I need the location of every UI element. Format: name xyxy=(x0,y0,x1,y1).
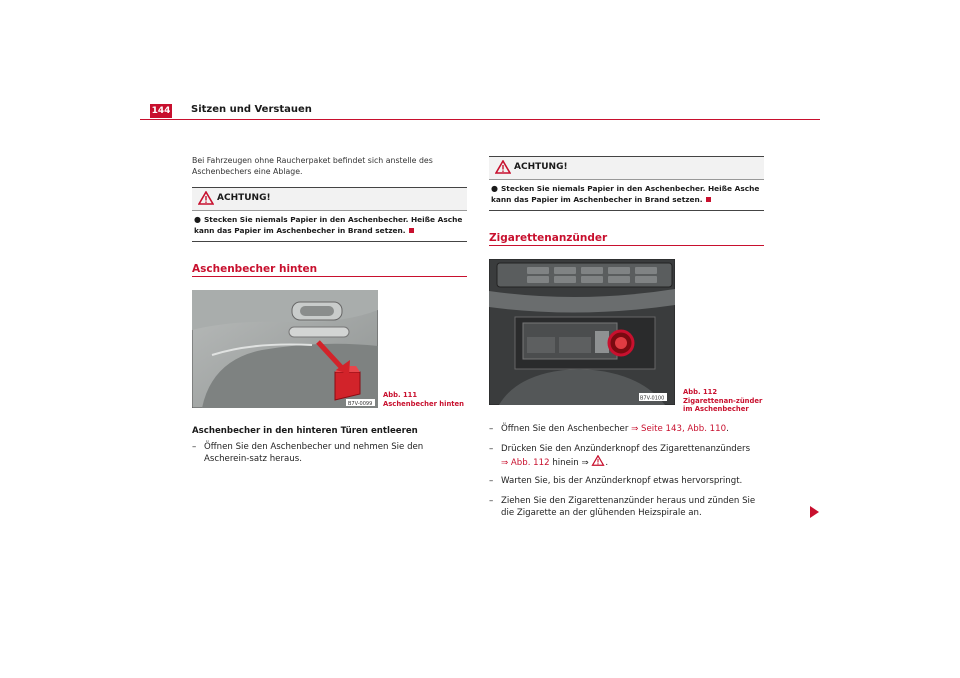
figure-code-112: B7V-0100 xyxy=(640,395,665,402)
page-number: 144 xyxy=(151,106,171,116)
step-dash: – xyxy=(489,424,494,434)
warning-triangle-icon xyxy=(198,191,214,205)
warning-box-right xyxy=(489,156,764,211)
door-panel-image xyxy=(192,290,378,408)
figure-ref-link[interactable]: ⇒ Abb. 112 xyxy=(501,458,550,468)
header-rule xyxy=(140,119,820,120)
figure-rear-ashtray xyxy=(192,290,378,408)
warning-label: ACHTUNG! xyxy=(514,162,568,172)
step-right-1 xyxy=(489,423,764,435)
figure-caption-112: Abb. 112 Zigarettenan-zünder im Aschenbecher xyxy=(683,388,763,413)
figure-caption-111: Abb. 111 Aschenbecher hinten xyxy=(383,391,464,408)
step-text: hinein ⇒ xyxy=(549,458,592,468)
step-text: Drücken Sie den Anzünderknopf des Zigarettenanzünders xyxy=(501,444,751,454)
warning-triangle-icon xyxy=(495,160,511,174)
step-text: Öffnen Sie den Aschenbecher und nehmen Sie den Ascherein-satz heraus. xyxy=(204,442,424,464)
header-title: Sitzen und Verstauen xyxy=(191,104,312,115)
page-ref-link[interactable]: ⇒ Seite 143, Abb. 110 xyxy=(631,424,727,434)
step-left-1 xyxy=(192,441,467,465)
section-rule xyxy=(489,245,764,246)
warning-text: Stecken Sie niemals Papier in den Aschenbecher. Heiße Asche kann das Papier im Aschenbecher in Brand setzen. xyxy=(194,215,463,235)
intro-text: Bei Fahrzeugen ohne Raucherpaket befindet sich anstelle des Aschenbechers eine Ablage. xyxy=(192,156,433,176)
step-text: Ziehen Sie den Zigarettenanzünder heraus und zünden Sie die Zigarette an der glühenden Heizspirale an. xyxy=(501,496,756,518)
figure-code-111: B7V-0099 xyxy=(348,401,373,407)
subheading-empty-rear: Aschenbecher in den hinteren Türen entleeren xyxy=(192,426,418,436)
step-right-4 xyxy=(489,495,764,519)
warning-header xyxy=(489,157,764,180)
step-text: Öffnen Sie den Aschenbecher xyxy=(501,424,632,434)
bullet: ● xyxy=(194,215,201,224)
step-text: Warten Sie, bis der Anzünderknopf etwas hervorspringt. xyxy=(501,476,743,486)
warning-header xyxy=(192,188,467,211)
warning-text: Stecken Sie niemals Papier in den Aschenbecher. Heiße Asche kann das Papier im Aschenbecher in Brand setzen. xyxy=(491,184,760,204)
step-dash: – xyxy=(489,476,494,486)
warning-body xyxy=(192,211,467,241)
section-title-ashtray-rear: Aschenbecher hinten xyxy=(192,263,318,275)
next-page-arrow-icon[interactable] xyxy=(810,506,819,518)
figure-cigarette-lighter xyxy=(489,259,675,405)
warning-label: ACHTUNG! xyxy=(217,193,271,203)
step-right-3 xyxy=(489,475,764,487)
lighter-image xyxy=(489,259,675,405)
stop-square-icon xyxy=(409,228,414,233)
warning-body xyxy=(489,180,764,210)
step-dash: – xyxy=(489,444,494,454)
section-rule xyxy=(192,276,467,277)
bullet: ● xyxy=(491,184,498,193)
step-dash: – xyxy=(489,496,494,506)
warning-box-left xyxy=(192,187,467,242)
stop-square-icon xyxy=(706,197,711,202)
step-right-2: – Drücken Sie den Anzünderknopf des Zigarettenanzünders ⇒ Abb. 112 hinein ⇒ . xyxy=(489,444,751,468)
section-title-lighter: Zigarettenanzünder xyxy=(489,232,608,244)
warning-triangle-icon[interactable] xyxy=(591,455,605,466)
step-dash: – xyxy=(192,442,197,452)
step-text: . xyxy=(726,424,729,434)
